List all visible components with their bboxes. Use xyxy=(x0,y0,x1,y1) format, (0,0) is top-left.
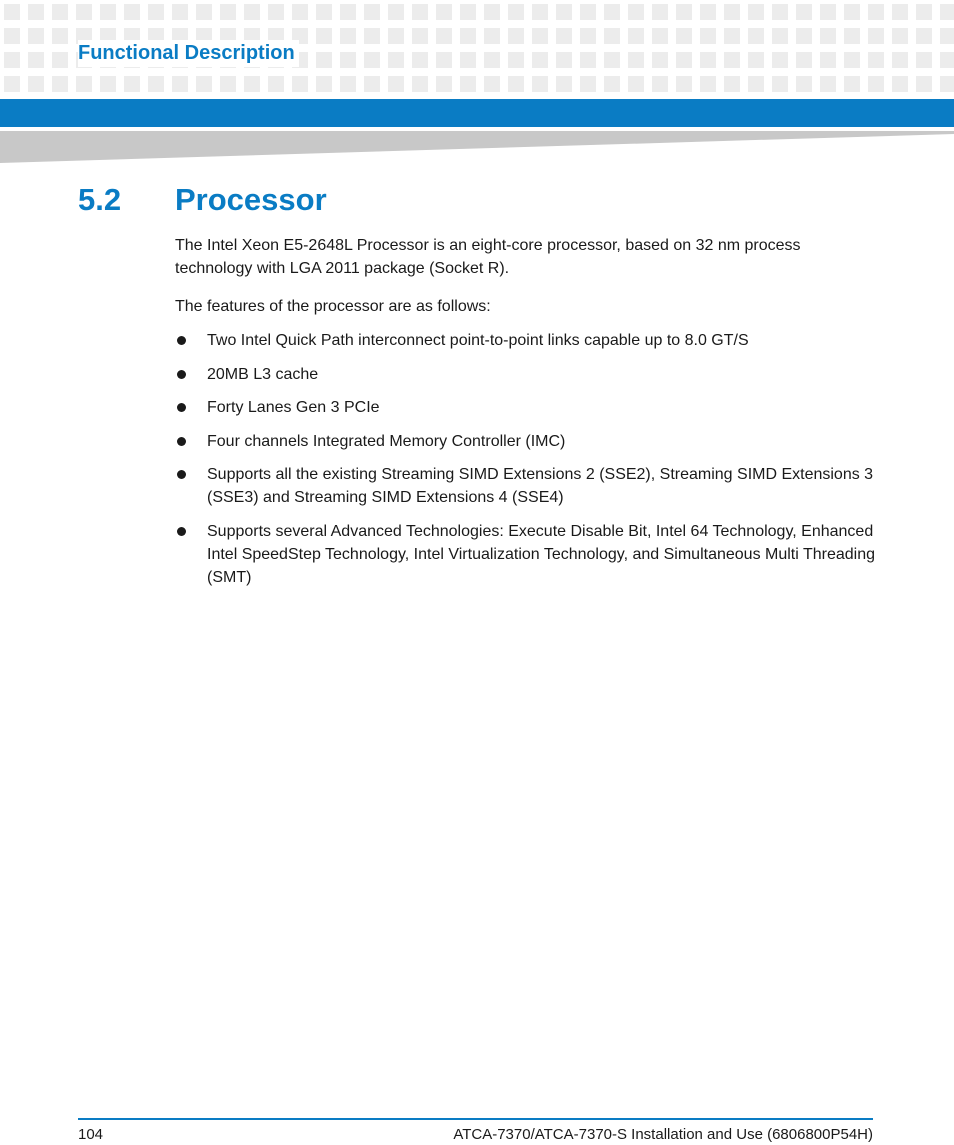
pattern-dot xyxy=(892,76,908,92)
pattern-dot xyxy=(628,52,644,68)
pattern-dot xyxy=(796,52,812,68)
pattern-dot xyxy=(772,52,788,68)
pattern-dot xyxy=(652,52,668,68)
pattern-dot xyxy=(532,4,548,20)
list-item xyxy=(175,329,875,352)
pattern-dot xyxy=(556,4,572,20)
pattern-dot xyxy=(940,76,954,92)
pattern-dot xyxy=(796,28,812,44)
pattern-dot xyxy=(724,4,740,20)
list-item-text: Forty Lanes Gen 3 PCIe xyxy=(207,399,380,416)
pattern-dot xyxy=(436,4,452,20)
pattern-dot xyxy=(460,52,476,68)
pattern-dot xyxy=(820,76,836,92)
pattern-dot xyxy=(52,52,68,68)
pattern-dot xyxy=(676,28,692,44)
section-number: 5.2 xyxy=(78,182,122,217)
pattern-dot xyxy=(28,28,44,44)
pattern-dot xyxy=(628,4,644,20)
pattern-dot xyxy=(772,76,788,92)
pattern-dot xyxy=(700,76,716,92)
pattern-dot xyxy=(388,28,404,44)
pattern-dot xyxy=(916,28,932,44)
bullet-icon xyxy=(177,527,186,536)
pattern-dot xyxy=(412,52,428,68)
list-item-text: Supports all the existing Streaming SIMD Extensions 2 (SSE2), Streaming SIMD Extensions 3 (SSE3) and Streaming SIMD Extensions 4 (SSE4) xyxy=(207,466,874,506)
pattern-dot xyxy=(52,76,68,92)
pattern-dot xyxy=(676,4,692,20)
pattern-dot xyxy=(196,4,212,20)
pattern-dot xyxy=(388,76,404,92)
pattern-dot xyxy=(292,4,308,20)
pattern-dot xyxy=(364,28,380,44)
bullet-icon xyxy=(177,336,186,345)
list-item xyxy=(175,363,875,386)
pattern-dot xyxy=(748,4,764,20)
footer-rule xyxy=(78,1118,873,1120)
pattern-dot xyxy=(124,4,140,20)
pattern-dot xyxy=(364,76,380,92)
pattern-dot xyxy=(652,76,668,92)
intro-paragraph: The Intel Xeon E5-2648L Processor is an eight-core processor, based on 32 nm process technology with LGA 2011 package (Socket R). xyxy=(175,237,801,277)
pattern-dot xyxy=(436,52,452,68)
list-item-text: Four channels Integrated Memory Controller (IMC) xyxy=(207,432,566,450)
pattern-dot xyxy=(508,28,524,44)
pattern-dot xyxy=(412,76,428,92)
pattern-dot xyxy=(124,76,140,92)
pattern-dot xyxy=(820,52,836,68)
pattern-dot xyxy=(508,76,524,92)
pattern-dot xyxy=(316,28,332,44)
pattern-dot xyxy=(172,76,188,92)
pattern-dot xyxy=(76,4,92,20)
pattern-dot xyxy=(580,4,596,20)
pattern-dot xyxy=(340,76,356,92)
pattern-dot xyxy=(772,28,788,44)
bullet-icon xyxy=(177,470,186,479)
feature-list xyxy=(175,329,875,599)
list-item-text: Supports several Advanced Technologies: Execute Disable Bit, Intel 64 Technology, Enhanced Intel SpeedStep Technology, Intel Virtualization Technology, and Simultaneous Multi Threading (SMT) xyxy=(207,522,875,586)
pattern-dot xyxy=(148,4,164,20)
list-item-text: 20MB L3 cache xyxy=(207,365,319,383)
pattern-dot xyxy=(316,4,332,20)
pattern-dot xyxy=(292,76,308,92)
pattern-dot xyxy=(4,76,20,92)
pattern-dot xyxy=(220,4,236,20)
pattern-dot xyxy=(796,76,812,92)
pattern-dot xyxy=(940,52,954,68)
pattern-dot xyxy=(340,4,356,20)
pattern-dot xyxy=(820,28,836,44)
page-number: 104 xyxy=(78,1126,104,1143)
pattern-dot xyxy=(484,4,500,20)
pattern-dot xyxy=(628,28,644,44)
pattern-dot xyxy=(556,28,572,44)
pattern-dot xyxy=(676,76,692,92)
pattern-dot xyxy=(868,28,884,44)
header-gray-wedge xyxy=(0,131,954,163)
pattern-dot xyxy=(4,4,20,20)
pattern-dot xyxy=(868,76,884,92)
list-item xyxy=(175,430,875,453)
pattern-dot xyxy=(844,28,860,44)
pattern-dot xyxy=(628,76,644,92)
pattern-dot xyxy=(436,28,452,44)
pattern-dot xyxy=(28,52,44,68)
pattern-dot xyxy=(220,76,236,92)
pattern-dot xyxy=(100,4,116,20)
pattern-dot xyxy=(532,52,548,68)
pattern-dot xyxy=(484,28,500,44)
pattern-dot xyxy=(316,76,332,92)
bullet-icon xyxy=(177,370,186,379)
pattern-dot xyxy=(316,52,332,68)
pattern-dot xyxy=(820,4,836,20)
pattern-dot xyxy=(892,28,908,44)
pattern-dot xyxy=(772,4,788,20)
pattern-dot xyxy=(604,52,620,68)
pattern-dot xyxy=(748,28,764,44)
pattern-dot xyxy=(892,52,908,68)
pattern-dot xyxy=(676,52,692,68)
list-item xyxy=(175,520,875,589)
pattern-dot xyxy=(148,76,164,92)
pattern-dot xyxy=(604,76,620,92)
document-title: ATCA-7370/ATCA-7370-S Installation and Use (6806800P54H) xyxy=(453,1126,873,1143)
pattern-dot xyxy=(76,76,92,92)
pattern-dot xyxy=(556,52,572,68)
pattern-dot xyxy=(604,28,620,44)
bullet-icon xyxy=(177,403,186,412)
pattern-dot xyxy=(580,52,596,68)
pattern-dot xyxy=(388,4,404,20)
pattern-dot xyxy=(244,76,260,92)
pattern-dot xyxy=(388,52,404,68)
pattern-dot xyxy=(724,28,740,44)
pattern-dot xyxy=(916,76,932,92)
pattern-dot xyxy=(364,4,380,20)
pattern-dot xyxy=(556,76,572,92)
pattern-dot xyxy=(724,76,740,92)
pattern-dot xyxy=(580,76,596,92)
pattern-dot xyxy=(700,4,716,20)
section-heading: Processor xyxy=(175,182,327,217)
pattern-dot xyxy=(844,76,860,92)
pattern-dot xyxy=(508,52,524,68)
pattern-dot xyxy=(604,4,620,20)
list-item xyxy=(175,396,875,419)
pattern-dot xyxy=(196,76,212,92)
pattern-dot xyxy=(748,76,764,92)
pattern-dot xyxy=(412,28,428,44)
pattern-dot xyxy=(652,28,668,44)
pattern-dot xyxy=(940,28,954,44)
pattern-dot xyxy=(532,76,548,92)
pattern-dot xyxy=(700,52,716,68)
pattern-dot xyxy=(460,76,476,92)
pattern-dot xyxy=(460,28,476,44)
pattern-dot xyxy=(868,4,884,20)
pattern-dot xyxy=(748,52,764,68)
pattern-dot xyxy=(916,52,932,68)
bullet-icon xyxy=(177,437,186,446)
pattern-dot xyxy=(916,4,932,20)
pattern-dot xyxy=(844,4,860,20)
pattern-dot xyxy=(28,76,44,92)
pattern-dot xyxy=(844,52,860,68)
pattern-dot xyxy=(412,4,428,20)
pattern-dot xyxy=(52,4,68,20)
pattern-dot xyxy=(4,52,20,68)
pattern-dot xyxy=(268,4,284,20)
pattern-dot xyxy=(700,28,716,44)
pattern-dot xyxy=(532,28,548,44)
pattern-dot xyxy=(796,4,812,20)
pattern-dot xyxy=(364,52,380,68)
pattern-dot xyxy=(244,4,260,20)
pattern-dot xyxy=(340,52,356,68)
pattern-dot xyxy=(28,4,44,20)
pattern-dot xyxy=(460,4,476,20)
pattern-dot xyxy=(892,4,908,20)
list-item xyxy=(175,463,875,509)
pattern-dot xyxy=(4,28,20,44)
pattern-dot xyxy=(100,76,116,92)
pattern-dot xyxy=(436,76,452,92)
pattern-dot xyxy=(52,28,68,44)
pattern-dot xyxy=(484,76,500,92)
pattern-dot xyxy=(268,76,284,92)
pattern-dot xyxy=(508,4,524,20)
pattern-dot xyxy=(580,28,596,44)
pattern-dot xyxy=(484,52,500,68)
pattern-dot xyxy=(724,52,740,68)
header-blue-band xyxy=(0,99,954,127)
features-intro: The features of the processor are as follows: xyxy=(175,298,491,315)
pattern-dot xyxy=(652,4,668,20)
pattern-dot xyxy=(940,4,954,20)
list-item-text: Two Intel Quick Path interconnect point-to-point links capable up to 8.0 GT/S xyxy=(207,332,749,349)
pattern-dot xyxy=(172,4,188,20)
pattern-dot xyxy=(868,52,884,68)
pattern-dot xyxy=(340,28,356,44)
running-section-title: Functional Description xyxy=(78,40,299,67)
